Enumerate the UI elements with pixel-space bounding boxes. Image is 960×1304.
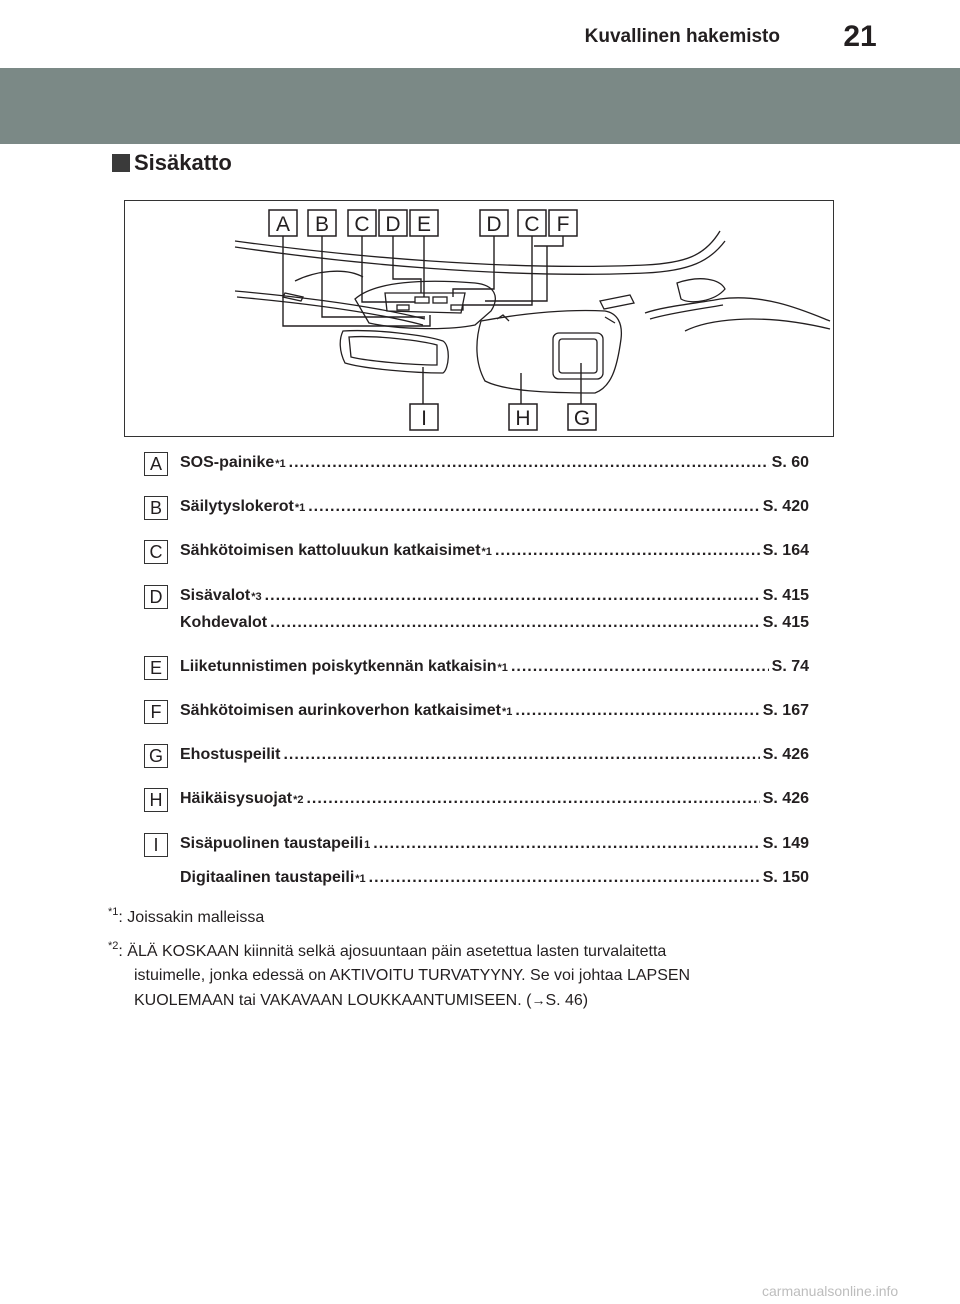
entry-name: Säilytyslokerot [180, 498, 294, 515]
callout-h: H [515, 407, 531, 430]
callout-c-2: C [524, 213, 540, 236]
entry-name: Sisäpuolinen taustapeili [180, 835, 364, 852]
watermark: carmanualsonline.info [762, 1283, 899, 1299]
entry-line [180, 658, 809, 682]
footnote-text: : Joissakin malleissa [118, 909, 265, 926]
footnote-text: : ÄLÄ KOSKAAN kiinnitä selkä ajosuuntaan päin asetettua lasten turvalaitetta [118, 943, 667, 960]
callout-b: B [314, 213, 330, 236]
entry-footnote-mark: *1 [355, 873, 366, 885]
leader-dots [308, 498, 760, 516]
entry-footnote-mark: *3 [251, 591, 262, 603]
square-bullet-icon [112, 154, 130, 172]
entry-name: Häikäisysuojat [180, 790, 293, 807]
callouts-top [269, 210, 577, 236]
entry-name: Sähkötoimisen kattoluukun katkaisimet [180, 542, 481, 559]
entry-line [180, 869, 809, 893]
entry-line [180, 542, 809, 566]
entry-badge-e: E [144, 656, 168, 680]
entry-name: Sähkötoimisen aurinkoverhon katkaisimet [180, 702, 501, 719]
entry-line [180, 835, 809, 859]
entry-line [180, 498, 809, 522]
entry-badge-i: I [144, 833, 168, 857]
entry-footnote-mark: *1 [502, 706, 513, 718]
callout-a: A [275, 213, 291, 236]
entry-badge-f: F [144, 700, 168, 724]
entry-footnote-mark: 1 [364, 839, 371, 851]
entry-footnote-mark: *2 [293, 794, 304, 806]
callout-d-2: D [486, 213, 502, 236]
callout-i: I [421, 407, 427, 430]
header-title: Kuvallinen hakemisto [584, 26, 780, 47]
entry-line [180, 454, 809, 478]
entry-footnote-mark: *1 [497, 662, 508, 674]
footnote-continuation-last [108, 988, 828, 1013]
footnote-continuation: istuimelle, jonka edessä on AKTIVOITU TURVATYYNY. Se voi johtaa LAPSEN [134, 967, 691, 984]
entry-line [180, 614, 809, 638]
interior-roof-illustration [124, 200, 834, 437]
leader-dots [515, 702, 759, 720]
footnote-page-ref[interactable]: S. 46) [545, 992, 589, 1009]
entry-page-ref: S. 426 [762, 746, 809, 763]
footnote-mark: *2 [108, 940, 119, 952]
entry-line [180, 702, 809, 726]
arrow-right-icon: → [531, 992, 546, 1008]
entry-name: Sisävalot [180, 587, 251, 604]
leader-dots [495, 542, 760, 560]
roof-diagram [125, 201, 834, 437]
leader-dots [511, 658, 769, 676]
entry-badge-d: D [144, 585, 168, 609]
leader-dots [369, 869, 760, 887]
entry-badge-h: H [144, 788, 168, 812]
entry-page-ref: S. 164 [762, 542, 809, 559]
entry-page-ref: S. 415 [762, 587, 809, 604]
entry-page-ref: S. 74 [771, 658, 809, 675]
callout-e: E [416, 213, 432, 236]
entry-footnote-mark: *1 [275, 458, 286, 470]
leader-dots [270, 614, 760, 632]
entry-name: Digitaalinen taustapeili [180, 869, 355, 886]
callouts-bottom [410, 404, 596, 430]
entry-line [180, 746, 809, 770]
entry-name: Ehostuspeilit [180, 746, 281, 763]
section-title: Sisäkatto [134, 150, 232, 175]
leader-dots [289, 454, 769, 472]
entry-page-ref: S. 60 [771, 454, 809, 471]
leader-dots [283, 746, 759, 764]
footnote-mark: *1 [108, 906, 119, 918]
entry-footnote-mark: *1 [294, 502, 306, 514]
entry-page-ref: S. 150 [762, 869, 809, 886]
entry-badge-g: G [144, 744, 168, 768]
callout-d: D [385, 213, 401, 236]
callout-c: C [354, 213, 370, 236]
entry-name: Liiketunnistimen poiskytkennän katkaisin [180, 658, 497, 675]
entry-page-ref: S. 167 [762, 702, 809, 719]
leader-dots [265, 587, 760, 605]
entry-page-ref: S. 415 [762, 614, 809, 631]
entry-name: Kohdevalot [180, 614, 268, 631]
entry-page-ref: S. 149 [762, 835, 809, 852]
leader-dots [373, 835, 759, 853]
leader-dots [306, 790, 759, 808]
header-band [0, 68, 960, 144]
entry-page-ref: S. 420 [762, 498, 809, 515]
page-number: 21 [843, 20, 877, 53]
footnote-1 [108, 900, 828, 930]
entry-name: SOS-painike [180, 454, 275, 471]
entry-line [180, 587, 809, 611]
footnote-continuation-text: KUOLEMAAN tai VAKAVAAN LOUKKAANTUMISEEN. ( [134, 992, 532, 1009]
entry-badge-b: B [144, 496, 168, 520]
callout-g: G [573, 407, 591, 430]
entry-badge-a: A [144, 452, 168, 476]
callout-f: F [556, 213, 570, 236]
entry-line [180, 790, 809, 814]
entry-badge-c: C [144, 540, 168, 564]
section-heading [112, 150, 232, 176]
footnote-2 [108, 934, 828, 1013]
entry-footnote-mark: *1 [481, 546, 492, 558]
entry-page-ref: S. 426 [762, 790, 809, 807]
